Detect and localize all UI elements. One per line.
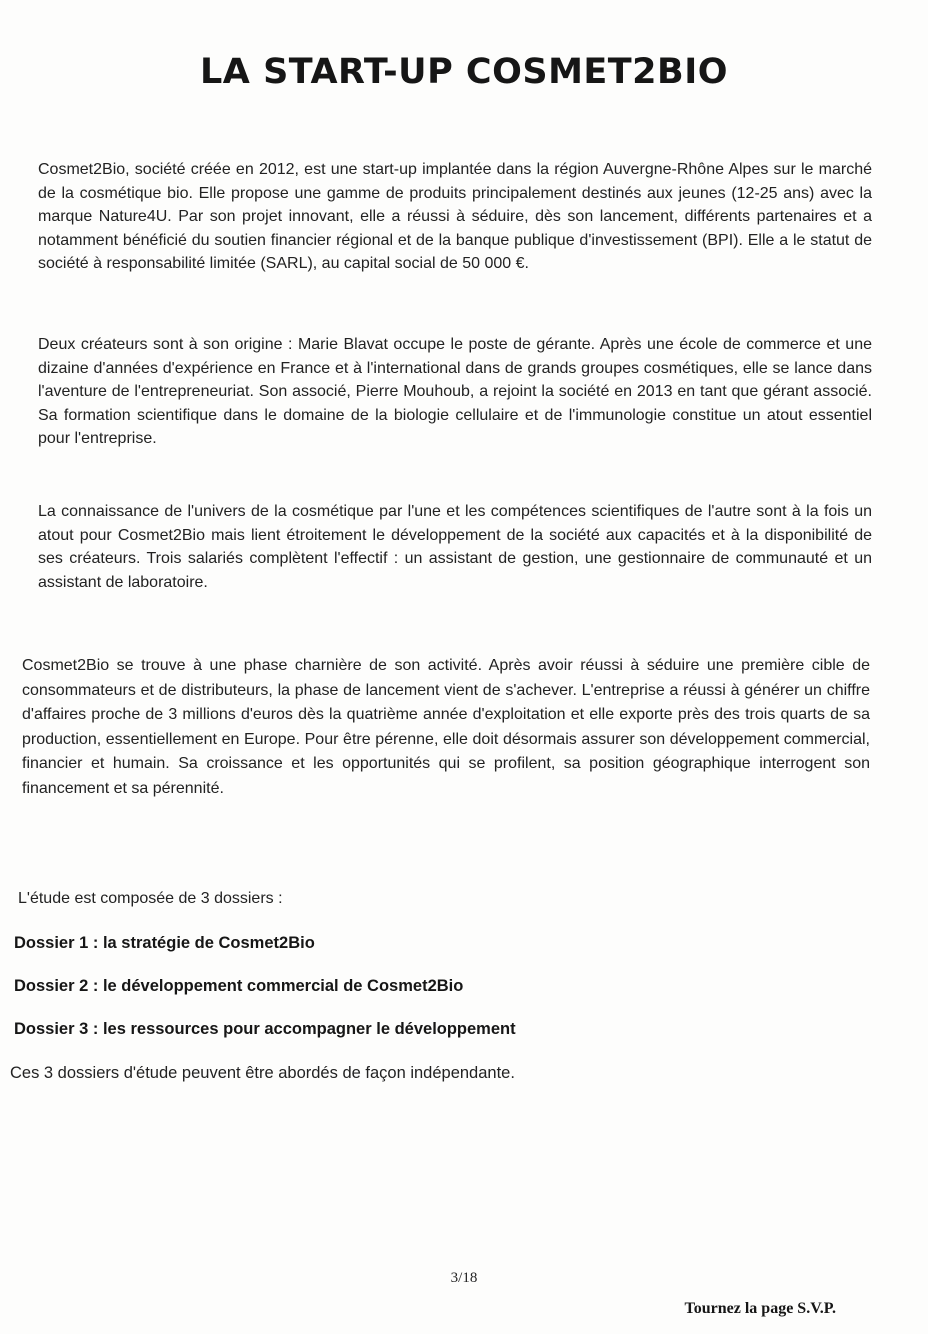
paragraph-founders: Deux créateurs sont à son origine : Marie Blavat occupe le poste de gérante. Après une école de commerce et une dizaine d'années d'expérience en France et à l'international dans de grands groupes cosmétiques, elle se lance dans l'aventure de l'entrepreneuriat. Son associé, Pierre Mouhoub, a rejoint la société en 2013 en tant que gérant associé. Sa formation scientifique dans le domaine de la biologie cellulaire et de l'immunologie constitue un atout essentiel pour l'entreprise. [38, 336, 872, 447]
turn-page-note: Tournez la page S.V.P. [684, 1300, 836, 1317]
study-intro: L'étude est composée de 3 dossiers : [18, 890, 283, 907]
dossier-1-heading: Dossier 1 : la stratégie de Cosmet2Bio [14, 934, 315, 952]
page-number: 3/18 [450, 1270, 478, 1286]
document-title: LA START-UP COSMET2BIO [200, 52, 728, 92]
dossier-2-heading: Dossier 2 : le développement commercial de Cosmet2Bio [14, 977, 464, 995]
paragraph-growth-phase: Cosmet2Bio se trouve à une phase charnière de son activité. Après avoir réussi à séduire une première cible de consommateurs et de distributeurs, la phase de lancement vient de s'achever. L'entreprise a réussi à générer un chiffre d'affaires proche de 3 millions d'euros dès la quatrième année d'exploitation et elle exporte près des trois quarts de sa production, essentiellement en Europe. Pour être pérenne, elle doit désormais assurer son développement commercial, financier et humain. Sa croissance et les opportunités qui se profilent, sa position géographique interrogent son financement et sa pérennité. [22, 657, 870, 797]
closing-note: Ces 3 dossiers d'étude peuvent être abordés de façon indépendante. [10, 1064, 515, 1082]
paragraph-company-overview: Cosmet2Bio, société créée en 2012, est une start-up implantée dans la région Auvergne-Rhône Alpes sur le marché de la cosmétique bio. Elle propose une gamme de produits principalement destinés aux jeunes (12-25 ans) avec la marque Nature4U. Par son projet innovant, elle a réussi à séduire, dès son lancement, différents partenaires et a notamment bénéficié du soutien financier régional et de la banque publique d'investissement (BPI). Elle a le statut de société à responsabilité limitée (SARL), au capital social de 50 000 €. [38, 161, 872, 272]
dossier-3-heading: Dossier 3 : les ressources pour accompagner le développement [14, 1020, 516, 1038]
paragraph-skills-staff: La connaissance de l'univers de la cosmétique par l'une et les compétences scientifiques de l'autre sont à la fois un atout pour Cosmet2Bio mais lient étroitement le développement de la société aux capacités et à la disponibilité de ses créateurs. Trois salariés complètent l'effectif : un assistant de gestion, une gestionnaire de communauté et un assistant de laboratoire. [38, 503, 872, 591]
